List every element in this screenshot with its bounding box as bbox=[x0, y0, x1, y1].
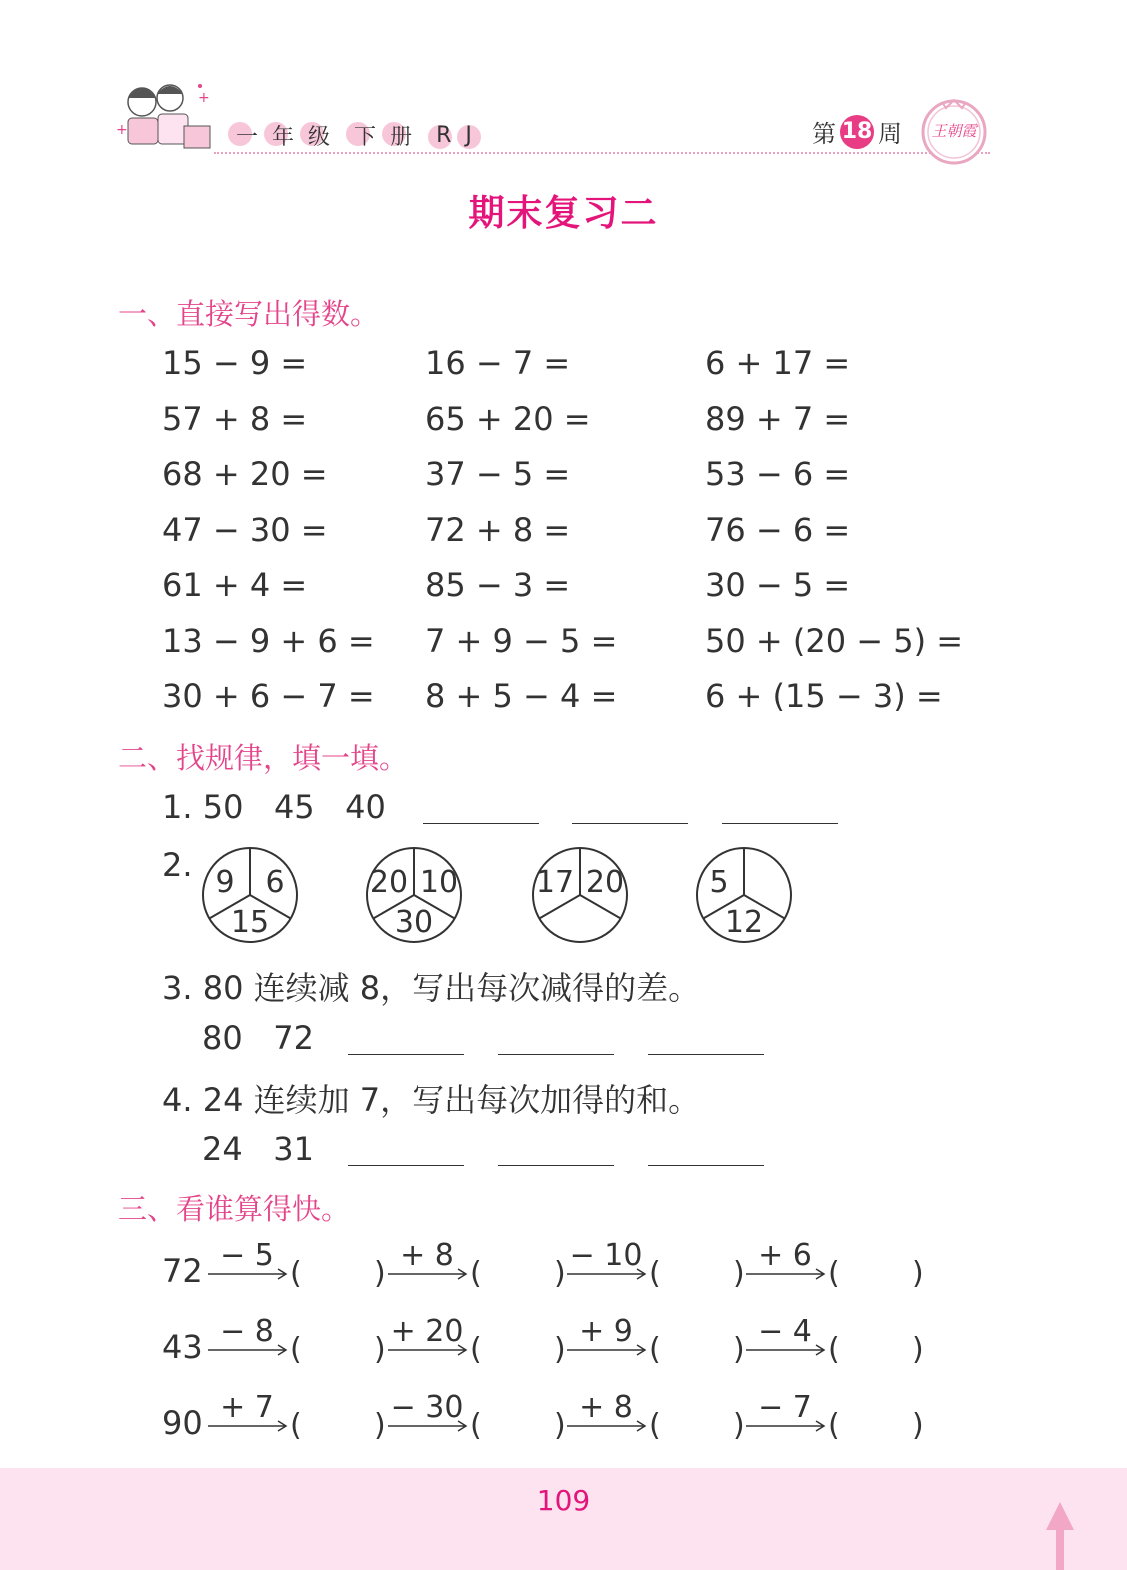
answer-blank[interactable] bbox=[423, 823, 539, 824]
arithmetic-problem: 8 + 5 − 4 = bbox=[425, 677, 618, 715]
arithmetic-problem: 30 + 6 − 7 = bbox=[162, 677, 375, 715]
section3-heading: 三、看谁算得快。 bbox=[118, 1192, 351, 1226]
grade-label-char: R bbox=[432, 123, 455, 148]
q4-given: 24 31 bbox=[202, 1130, 314, 1168]
answer-paren-close: ) bbox=[912, 1332, 924, 1367]
arithmetic-problem: 6 + (15 − 3) = bbox=[705, 677, 943, 715]
answer-blank[interactable] bbox=[648, 1054, 764, 1055]
arithmetic-problem: 13 − 9 + 6 = bbox=[162, 621, 375, 660]
arrow-right-icon bbox=[208, 1344, 288, 1356]
answer-paren-open: ( bbox=[828, 1256, 840, 1291]
chain-operation: + 8 bbox=[579, 1390, 633, 1425]
circle-number-top-right: 20 bbox=[585, 865, 625, 900]
answer-paren-close: ) bbox=[374, 1332, 386, 1367]
answer-blank[interactable] bbox=[498, 1165, 614, 1166]
grade-label bbox=[232, 118, 476, 152]
answer-box[interactable] bbox=[661, 1256, 733, 1294]
answer-box[interactable] bbox=[302, 1408, 374, 1446]
arithmetic-problem: 57 + 8 = bbox=[162, 399, 308, 438]
answer-paren-close: ) bbox=[733, 1256, 745, 1291]
answer-paren-close: ) bbox=[733, 1332, 745, 1367]
page-number: 109 bbox=[536, 1484, 591, 1517]
answer-blank[interactable] bbox=[722, 823, 838, 824]
number-circle bbox=[195, 840, 305, 950]
circle-number-bottom: 12 bbox=[724, 905, 764, 940]
author-stamp bbox=[918, 94, 990, 166]
chain-start-number: 90 bbox=[162, 1404, 203, 1442]
answer-box[interactable] bbox=[482, 1332, 554, 1370]
arrow-right-icon bbox=[208, 1420, 288, 1432]
q3-given: 80 72 bbox=[202, 1019, 314, 1057]
circle-number-bottom: 30 bbox=[394, 905, 434, 940]
kids-illustration bbox=[112, 72, 216, 158]
chain-operation: + 7 bbox=[220, 1390, 274, 1425]
arrow-up-icon bbox=[1040, 1500, 1080, 1570]
section1-heading: 一、直接写出得数。 bbox=[118, 297, 380, 331]
arrow-right-icon bbox=[746, 1420, 826, 1432]
arrow-right-icon bbox=[746, 1344, 826, 1356]
week-suffix: 周 bbox=[878, 120, 902, 148]
answer-paren-open: ( bbox=[828, 1408, 840, 1443]
arrow-right-icon bbox=[388, 1420, 468, 1432]
arithmetic-problem: 16 − 7 = bbox=[425, 344, 571, 382]
answer-box[interactable] bbox=[302, 1332, 374, 1370]
week-prefix: 第 bbox=[812, 120, 836, 148]
arithmetic-problem: 85 − 3 = bbox=[425, 566, 571, 604]
answer-paren-open: ( bbox=[290, 1256, 302, 1291]
answer-paren-open: ( bbox=[649, 1408, 661, 1443]
chain-operation: + 20 bbox=[390, 1314, 464, 1349]
answer-blank[interactable] bbox=[572, 823, 688, 824]
answer-paren-close: ) bbox=[912, 1408, 924, 1443]
answer-paren-open: ( bbox=[649, 1256, 661, 1291]
arrow-right-icon bbox=[746, 1268, 826, 1280]
arithmetic-problem: 72 + 8 = bbox=[425, 510, 571, 549]
number-circle bbox=[359, 840, 469, 950]
answer-blank[interactable] bbox=[498, 1054, 614, 1055]
circle-number-bottom: 15 bbox=[230, 905, 270, 940]
circle-number-top-left: 5 bbox=[709, 865, 729, 900]
arithmetic-problem: 89 + 7 = bbox=[705, 399, 851, 438]
arithmetic-problem: 37 − 5 = bbox=[425, 455, 571, 493]
answer-paren-close: ) bbox=[554, 1332, 566, 1367]
answer-paren-close: ) bbox=[912, 1256, 924, 1291]
stamp-text: 王朝霞 bbox=[931, 122, 977, 140]
circle-number-top-right: 10 bbox=[419, 865, 459, 900]
q3-label: 3. 80 连续减 8，写出每次减得的差。 bbox=[162, 969, 701, 1007]
answer-box[interactable] bbox=[840, 1256, 912, 1294]
week-indicator bbox=[812, 114, 902, 149]
arithmetic-problem: 76 − 6 = bbox=[705, 510, 851, 549]
number-circle bbox=[689, 840, 799, 950]
chain-start-number: 72 bbox=[162, 1252, 203, 1290]
grade-label-char: 下 bbox=[350, 120, 380, 151]
answer-paren-close: ) bbox=[733, 1408, 745, 1443]
answer-paren-open: ( bbox=[290, 1332, 302, 1367]
answer-box[interactable] bbox=[482, 1408, 554, 1446]
circle-number-top-left: 9 bbox=[215, 865, 235, 900]
grade-label-char: 一 bbox=[232, 120, 262, 151]
grade-label-char: 年 bbox=[268, 120, 298, 151]
number-circle bbox=[525, 840, 635, 950]
header-divider bbox=[214, 152, 990, 154]
svg-text:+: + bbox=[198, 90, 210, 106]
arrow-right-icon bbox=[388, 1344, 468, 1356]
arrow-right-icon bbox=[388, 1268, 468, 1280]
answer-paren-close: ) bbox=[554, 1256, 566, 1291]
section2-heading: 二、找规律，填一填。 bbox=[118, 741, 409, 775]
q2-label: 2. bbox=[162, 846, 193, 884]
chain-operation: + 6 bbox=[758, 1238, 812, 1273]
page-title: 期末复习二 bbox=[468, 193, 659, 234]
week-number-badge: 18 bbox=[840, 115, 874, 149]
grade-label-char: 册 bbox=[386, 120, 416, 151]
answer-paren-close: ) bbox=[374, 1256, 386, 1291]
answer-blank[interactable] bbox=[348, 1054, 464, 1055]
answer-paren-open: ( bbox=[290, 1408, 302, 1443]
chain-operation: − 30 bbox=[390, 1390, 464, 1425]
q1-sequence: 1. 50 45 40 bbox=[162, 788, 386, 826]
arithmetic-problem: 65 + 20 = bbox=[425, 399, 591, 438]
answer-blank[interactable] bbox=[348, 1165, 464, 1166]
arrow-right-icon bbox=[567, 1268, 647, 1280]
grade-label-char: J bbox=[461, 123, 476, 148]
chain-operation: − 10 bbox=[569, 1238, 643, 1273]
chain-operation: − 5 bbox=[220, 1238, 274, 1273]
circle-number-top-right: 6 bbox=[265, 865, 285, 900]
answer-box[interactable] bbox=[840, 1408, 912, 1446]
answer-paren-close: ) bbox=[554, 1408, 566, 1443]
chain-start-number: 43 bbox=[162, 1328, 203, 1366]
answer-box[interactable] bbox=[840, 1332, 912, 1370]
arithmetic-problem: 53 − 6 = bbox=[705, 455, 851, 493]
arithmetic-problem: 15 − 9 = bbox=[162, 344, 308, 382]
answer-box[interactable] bbox=[482, 1256, 554, 1294]
answer-box[interactable] bbox=[661, 1332, 733, 1370]
arithmetic-problem: 30 − 5 = bbox=[705, 566, 851, 604]
arithmetic-problem: 50 + (20 − 5) = bbox=[705, 621, 964, 660]
arrow-right-icon bbox=[208, 1268, 288, 1280]
chain-operation: − 7 bbox=[758, 1390, 812, 1425]
arrow-right-icon bbox=[567, 1344, 647, 1356]
answer-box[interactable] bbox=[661, 1408, 733, 1446]
chain-operation: − 8 bbox=[220, 1314, 274, 1349]
answer-blank[interactable] bbox=[648, 1165, 764, 1166]
q4-label: 4. 24 连续加 7，写出每次加得的和。 bbox=[162, 1081, 701, 1119]
arithmetic-problem: 61 + 4 = bbox=[162, 566, 308, 604]
answer-paren-open: ( bbox=[470, 1408, 482, 1443]
arithmetic-problem: 47 − 30 = bbox=[162, 510, 328, 549]
answer-paren-open: ( bbox=[828, 1332, 840, 1367]
answer-box[interactable] bbox=[302, 1256, 374, 1294]
arithmetic-problem: 6 + 17 = bbox=[705, 344, 851, 382]
answer-paren-open: ( bbox=[649, 1332, 661, 1367]
circle-number-top-left: 20 bbox=[369, 865, 409, 900]
answer-paren-close: ) bbox=[374, 1408, 386, 1443]
answer-paren-open: ( bbox=[470, 1332, 482, 1367]
chain-operation: + 9 bbox=[579, 1314, 633, 1349]
arrow-right-icon bbox=[567, 1420, 647, 1432]
arithmetic-problem: 68 + 20 = bbox=[162, 455, 328, 493]
chain-operation: + 8 bbox=[400, 1238, 454, 1273]
grade-label-char: 级 bbox=[304, 120, 334, 151]
circle-number-top-left: 17 bbox=[535, 865, 575, 900]
svg-text:+: + bbox=[116, 122, 128, 138]
chain-operation: − 4 bbox=[758, 1314, 812, 1349]
answer-paren-open: ( bbox=[470, 1256, 482, 1291]
arithmetic-problem: 7 + 9 − 5 = bbox=[425, 621, 618, 660]
